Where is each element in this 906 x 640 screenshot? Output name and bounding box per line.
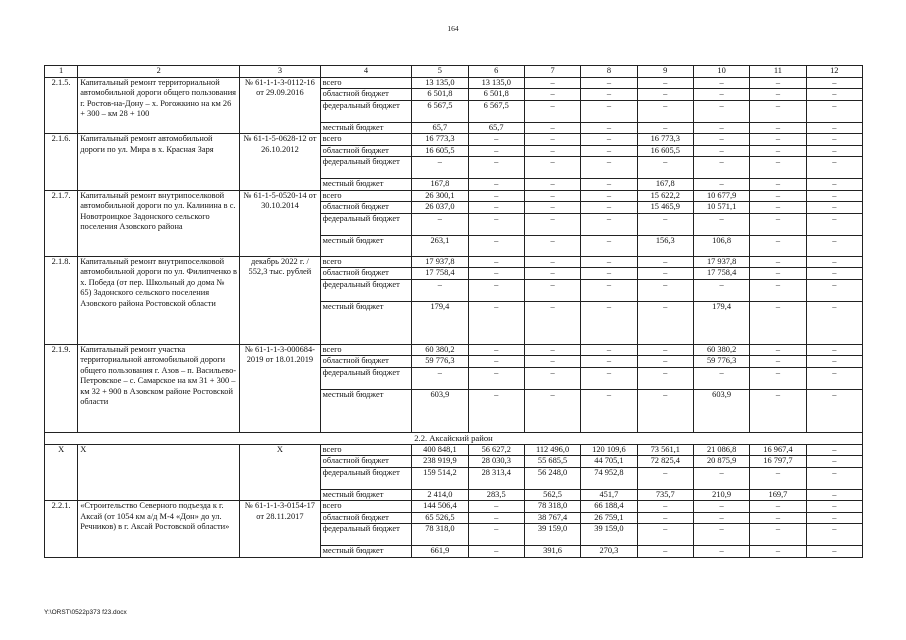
object-name: Капитальный ремонт автомобильной дороги по ул. Мира в х. Красная Заря <box>78 134 240 191</box>
value-cell: – <box>806 546 862 558</box>
value-cell: – <box>581 235 637 256</box>
value-cell: – <box>524 77 580 89</box>
value-cell: – <box>637 256 693 268</box>
value-cell: – <box>468 367 524 389</box>
value-cell: – <box>468 268 524 280</box>
value-cell: – <box>806 279 862 301</box>
value-cell: – <box>637 279 693 301</box>
value-cell: – <box>750 235 806 256</box>
value-cell: – <box>637 389 693 432</box>
value-cell: – <box>806 77 862 89</box>
value-cell: – <box>750 268 806 280</box>
value-cell: – <box>524 100 580 122</box>
value-cell: 10 677,9 <box>693 190 749 202</box>
value-cell: 17 758,4 <box>412 268 468 280</box>
value-cell: – <box>806 179 862 191</box>
value-cell: – <box>806 501 862 513</box>
value-cell: – <box>750 179 806 191</box>
value-cell: – <box>524 256 580 268</box>
value-cell: – <box>806 367 862 389</box>
budget-type-federal: федеральный бюджет <box>320 279 412 301</box>
value-cell: – <box>750 89 806 101</box>
budget-table <box>44 65 863 558</box>
value-cell: – <box>637 301 693 344</box>
value-cell: – <box>524 157 580 179</box>
value-cell: – <box>806 122 862 134</box>
value-cell: – <box>637 122 693 134</box>
value-cell: 16 605,5 <box>412 145 468 157</box>
value-cell: – <box>750 524 806 546</box>
value-cell: – <box>806 157 862 179</box>
value-cell: 16 605,5 <box>637 145 693 157</box>
budget-type-federal: федеральный бюджет <box>320 467 412 489</box>
value-cell: – <box>637 546 693 558</box>
value-cell: – <box>806 134 862 146</box>
value-cell: – <box>637 512 693 524</box>
value-cell: – <box>806 213 862 235</box>
value-cell: 210,9 <box>693 489 749 501</box>
budget-type-local: местный бюджет <box>320 235 412 256</box>
value-cell: 13 135,0 <box>468 77 524 89</box>
column-number-6: 6 <box>468 66 524 78</box>
value-cell: – <box>468 524 524 546</box>
value-cell: – <box>637 213 693 235</box>
value-cell: 661,9 <box>412 546 468 558</box>
value-cell: – <box>806 190 862 202</box>
value-cell: 44 705,1 <box>581 456 637 468</box>
value-cell: 60 380,2 <box>693 344 749 356</box>
value-cell: 735,7 <box>637 489 693 501</box>
value-cell: – <box>412 213 468 235</box>
value-cell: 20 875,9 <box>693 456 749 468</box>
value-cell: – <box>524 134 580 146</box>
value-cell: 65,7 <box>468 122 524 134</box>
budget-type-local: местный бюджет <box>320 179 412 191</box>
value-cell: – <box>750 344 806 356</box>
value-cell: 167,8 <box>637 179 693 191</box>
value-cell: – <box>468 256 524 268</box>
column-number-row <box>45 66 863 78</box>
budget-type-total: всего <box>320 501 412 513</box>
value-cell: – <box>750 134 806 146</box>
column-number-9: 9 <box>637 66 693 78</box>
object-name: «Строительство Северного подъезда к г. Аксай (от 1054 км а/д М-4 «Дон» до ул. Речников) в г. Аксай Ростовской области» <box>78 501 240 558</box>
value-cell: – <box>581 134 637 146</box>
value-cell: 39 159,0 <box>524 524 580 546</box>
column-number-12: 12 <box>806 66 862 78</box>
value-cell: 603,9 <box>693 389 749 432</box>
value-cell: – <box>468 356 524 368</box>
value-cell: 39 159,0 <box>581 524 637 546</box>
column-number-11: 11 <box>750 66 806 78</box>
value-cell: – <box>693 546 749 558</box>
value-cell: 13 135,0 <box>412 77 468 89</box>
value-cell: 6 501,8 <box>468 89 524 101</box>
column-number-7: 7 <box>524 66 580 78</box>
budget-type-federal: федеральный бюджет <box>320 367 412 389</box>
value-cell: – <box>750 356 806 368</box>
document-reference: № 61-1-5-0628-12 от 26.10.2012 <box>240 134 320 191</box>
value-cell: 120 109,6 <box>581 444 637 456</box>
table-row <box>45 256 863 268</box>
value-cell: – <box>693 100 749 122</box>
value-cell: 562,5 <box>524 489 580 501</box>
column-number-2: 2 <box>78 66 240 78</box>
budget-type-total: всего <box>320 77 412 89</box>
value-cell: – <box>806 89 862 101</box>
value-cell: 28 030,3 <box>468 456 524 468</box>
value-cell: 16 773,3 <box>637 134 693 146</box>
value-cell: – <box>750 157 806 179</box>
value-cell: 17 758,4 <box>693 268 749 280</box>
value-cell: – <box>581 268 637 280</box>
value-cell: – <box>468 279 524 301</box>
document-reference: № 61-1-1-3-0154-17 от 28.11.2017 <box>240 501 320 558</box>
budget-type-regional: областной бюджет <box>320 145 412 157</box>
value-cell: 15 622,2 <box>637 190 693 202</box>
value-cell: – <box>468 344 524 356</box>
section-title: 2.2. Аксайский район <box>45 432 863 444</box>
budget-type-local: местный бюджет <box>320 389 412 432</box>
value-cell: – <box>524 235 580 256</box>
object-name: Капитальный ремонт внутрипоселковой автомобильной дороги по ул. Филипченко в х. Победа (от пер. Школьный до дома № 65) Задонского сельского поселения Азовского района Ростовской области <box>78 256 240 344</box>
value-cell: – <box>637 268 693 280</box>
value-cell: 56 248,0 <box>524 467 580 489</box>
row-number: 2.1.5. <box>45 77 78 134</box>
value-cell: 66 188,4 <box>581 501 637 513</box>
table-row <box>45 501 863 513</box>
value-cell: – <box>524 268 580 280</box>
value-cell: 169,7 <box>750 489 806 501</box>
table-row <box>45 344 863 356</box>
value-cell: 17 937,8 <box>412 256 468 268</box>
value-cell: – <box>524 356 580 368</box>
row-number: Х <box>45 444 78 501</box>
value-cell: – <box>637 356 693 368</box>
value-cell: – <box>750 279 806 301</box>
value-cell: – <box>637 344 693 356</box>
value-cell: – <box>524 122 580 134</box>
value-cell: – <box>806 256 862 268</box>
budget-type-total: всего <box>320 256 412 268</box>
value-cell: – <box>693 467 749 489</box>
row-number: 2.1.8. <box>45 256 78 344</box>
budget-type-regional: областной бюджет <box>320 89 412 101</box>
value-cell: – <box>581 202 637 214</box>
value-cell: 78 318,0 <box>524 501 580 513</box>
value-cell: – <box>693 213 749 235</box>
table-row <box>45 190 863 202</box>
value-cell: 59 776,3 <box>412 356 468 368</box>
budget-type-regional: областной бюджет <box>320 456 412 468</box>
budget-type-local: местный бюджет <box>320 546 412 558</box>
value-cell: – <box>581 389 637 432</box>
value-cell: – <box>468 235 524 256</box>
value-cell: – <box>581 279 637 301</box>
value-cell: – <box>806 344 862 356</box>
table-row <box>45 134 863 146</box>
value-cell: – <box>637 89 693 101</box>
budget-type-regional: областной бюджет <box>320 356 412 368</box>
value-cell: 106,8 <box>693 235 749 256</box>
value-cell: – <box>750 501 806 513</box>
value-cell: – <box>581 89 637 101</box>
value-cell: – <box>637 77 693 89</box>
object-name: Капитальный ремонт участка территориальной автомобильной дороги общего пользования г. Азов – п. Васильево-Петровское – с. Самарское на км 31 + 300 – км 32 + 900 в Азовском районе Ростовской области <box>78 344 240 432</box>
section-row <box>45 432 863 444</box>
value-cell: 59 776,3 <box>693 356 749 368</box>
value-cell: 26 759,1 <box>581 512 637 524</box>
value-cell: – <box>468 301 524 344</box>
value-cell: 17 937,8 <box>693 256 749 268</box>
value-cell: 2 414,0 <box>412 489 468 501</box>
column-number-4: 4 <box>320 66 412 78</box>
value-cell: 6 567,5 <box>468 100 524 122</box>
value-cell: – <box>637 367 693 389</box>
value-cell: 16 773,3 <box>412 134 468 146</box>
budget-type-federal: федеральный бюджет <box>320 157 412 179</box>
value-cell: – <box>581 145 637 157</box>
value-cell: 56 627,2 <box>468 444 524 456</box>
value-cell: – <box>524 190 580 202</box>
budget-type-total: всего <box>320 134 412 146</box>
value-cell: 159 514,2 <box>412 467 468 489</box>
value-cell: 10 571,1 <box>693 202 749 214</box>
value-cell: – <box>806 512 862 524</box>
value-cell: – <box>750 122 806 134</box>
value-cell: – <box>693 145 749 157</box>
value-cell: 16 797,7 <box>750 456 806 468</box>
value-cell: – <box>524 344 580 356</box>
value-cell: – <box>806 389 862 432</box>
budget-type-federal: федеральный бюджет <box>320 524 412 546</box>
value-cell: 112 496,0 <box>524 444 580 456</box>
row-number: 2.1.9. <box>45 344 78 432</box>
value-cell: 156,3 <box>637 235 693 256</box>
value-cell: 6 501,8 <box>412 89 468 101</box>
budget-type-local: местный бюджет <box>320 122 412 134</box>
value-cell: – <box>524 145 580 157</box>
value-cell: 283,5 <box>468 489 524 501</box>
value-cell: – <box>806 145 862 157</box>
value-cell: – <box>750 389 806 432</box>
value-cell: 55 685,5 <box>524 456 580 468</box>
value-cell: – <box>750 213 806 235</box>
object-name: Капитальный ремонт территориальной автомобильной дороги общего пользования г. Ростов-на-Дону – х. Рогожкино на км 26 + 300 – км 28 + 100 <box>78 77 240 134</box>
value-cell: – <box>581 356 637 368</box>
value-cell: 179,4 <box>412 301 468 344</box>
value-cell: 65 526,5 <box>412 512 468 524</box>
value-cell: – <box>806 235 862 256</box>
document-reference: Х <box>240 444 320 501</box>
value-cell: – <box>637 524 693 546</box>
value-cell: 26 037,0 <box>412 202 468 214</box>
file-path-footer: Y:\ORST\0522p373 f23.docx <box>44 609 127 616</box>
value-cell: 6 567,5 <box>412 100 468 122</box>
row-number: 2.2.1. <box>45 501 78 558</box>
budget-type-local: местный бюджет <box>320 489 412 501</box>
value-cell: – <box>750 301 806 344</box>
budget-type-local: местный бюджет <box>320 301 412 344</box>
value-cell: – <box>468 213 524 235</box>
value-cell: 26 300,1 <box>412 190 468 202</box>
value-cell: – <box>806 268 862 280</box>
value-cell: 28 313,4 <box>468 467 524 489</box>
value-cell: – <box>581 213 637 235</box>
value-cell: – <box>693 501 749 513</box>
value-cell: – <box>693 367 749 389</box>
value-cell: – <box>468 389 524 432</box>
value-cell: 391,6 <box>524 546 580 558</box>
value-cell: – <box>581 157 637 179</box>
value-cell: – <box>750 145 806 157</box>
value-cell: 270,3 <box>581 546 637 558</box>
value-cell: – <box>693 179 749 191</box>
budget-type-regional: областной бюджет <box>320 268 412 280</box>
value-cell: – <box>581 367 637 389</box>
value-cell: – <box>750 256 806 268</box>
column-number-10: 10 <box>693 66 749 78</box>
value-cell: – <box>581 344 637 356</box>
value-cell: – <box>806 524 862 546</box>
page-number: 164 <box>447 24 459 33</box>
value-cell: – <box>468 190 524 202</box>
value-cell: 65,7 <box>412 122 468 134</box>
value-cell: – <box>806 202 862 214</box>
value-cell: 400 848,1 <box>412 444 468 456</box>
budget-type-federal: федеральный бюджет <box>320 213 412 235</box>
value-cell: 15 465,9 <box>637 202 693 214</box>
value-cell: – <box>468 157 524 179</box>
value-cell: – <box>693 89 749 101</box>
value-cell: – <box>693 512 749 524</box>
value-cell: – <box>806 444 862 456</box>
value-cell: 167,8 <box>412 179 468 191</box>
value-cell: 179,4 <box>693 301 749 344</box>
value-cell: – <box>750 190 806 202</box>
column-number-1: 1 <box>45 66 78 78</box>
value-cell: – <box>524 179 580 191</box>
value-cell: – <box>468 145 524 157</box>
value-cell: – <box>750 467 806 489</box>
value-cell: – <box>637 501 693 513</box>
document-reference: № 61-1-1-3-0112-16 от 29.09.2016 <box>240 77 320 134</box>
value-cell: – <box>468 134 524 146</box>
value-cell: – <box>468 501 524 513</box>
column-number-5: 5 <box>412 66 468 78</box>
value-cell: – <box>637 467 693 489</box>
table-row <box>45 444 863 456</box>
row-number: 2.1.6. <box>45 134 78 191</box>
object-name: Капитальный ремонт внутрипоселковой автомобильной дороги по ул. Калинина в с. Новотроицкое Задонского сельского поселения Азовского района <box>78 190 240 256</box>
budget-type-regional: областной бюджет <box>320 202 412 214</box>
value-cell: – <box>524 213 580 235</box>
value-cell: – <box>581 256 637 268</box>
column-number-3: 3 <box>240 66 320 78</box>
value-cell: 16 967,4 <box>750 444 806 456</box>
value-cell: – <box>750 202 806 214</box>
value-cell: – <box>524 301 580 344</box>
value-cell: – <box>468 512 524 524</box>
value-cell: – <box>581 190 637 202</box>
value-cell: – <box>693 134 749 146</box>
budget-type-total: всего <box>320 344 412 356</box>
budget-type-federal: федеральный бюджет <box>320 100 412 122</box>
value-cell: – <box>693 122 749 134</box>
value-cell: – <box>750 546 806 558</box>
value-cell: – <box>750 77 806 89</box>
value-cell: – <box>468 546 524 558</box>
value-cell: – <box>468 179 524 191</box>
document-reference: № 61-1-5-0520-14 от 30.10.2014 <box>240 190 320 256</box>
value-cell: – <box>581 100 637 122</box>
value-cell: – <box>412 279 468 301</box>
value-cell: – <box>806 467 862 489</box>
value-cell: 38 767,4 <box>524 512 580 524</box>
value-cell: – <box>581 122 637 134</box>
value-cell: – <box>524 202 580 214</box>
value-cell: 73 561,1 <box>637 444 693 456</box>
budget-type-regional: областной бюджет <box>320 512 412 524</box>
value-cell: 74 952,8 <box>581 467 637 489</box>
value-cell: 60 380,2 <box>412 344 468 356</box>
value-cell: 263,1 <box>412 235 468 256</box>
value-cell: – <box>750 512 806 524</box>
value-cell: – <box>468 202 524 214</box>
value-cell: 238 919,9 <box>412 456 468 468</box>
value-cell: 144 506,4 <box>412 501 468 513</box>
value-cell: – <box>693 77 749 89</box>
value-cell: 21 086,8 <box>693 444 749 456</box>
value-cell: – <box>750 100 806 122</box>
budget-type-total: всего <box>320 190 412 202</box>
value-cell: – <box>806 301 862 344</box>
value-cell: – <box>693 524 749 546</box>
value-cell: – <box>693 279 749 301</box>
value-cell: – <box>524 89 580 101</box>
value-cell: – <box>637 100 693 122</box>
value-cell: 603,9 <box>412 389 468 432</box>
table-body <box>45 66 863 558</box>
value-cell: – <box>524 279 580 301</box>
column-number-8: 8 <box>581 66 637 78</box>
value-cell: – <box>524 389 580 432</box>
value-cell: – <box>524 367 580 389</box>
value-cell: – <box>806 489 862 501</box>
value-cell: – <box>581 179 637 191</box>
value-cell: – <box>806 356 862 368</box>
value-cell: 72 825,4 <box>637 456 693 468</box>
value-cell: – <box>581 301 637 344</box>
value-cell: 451,7 <box>581 489 637 501</box>
value-cell: – <box>412 367 468 389</box>
value-cell: – <box>412 157 468 179</box>
value-cell: – <box>806 100 862 122</box>
value-cell: – <box>806 456 862 468</box>
value-cell: – <box>750 367 806 389</box>
value-cell: – <box>581 77 637 89</box>
value-cell: 78 318,0 <box>412 524 468 546</box>
row-number: 2.1.7. <box>45 190 78 256</box>
budget-type-total: всего <box>320 444 412 456</box>
table-row <box>45 77 863 89</box>
document-reference: № 61-1-1-3-000684-2019 от 18.01.2019 <box>240 344 320 432</box>
value-cell: – <box>693 157 749 179</box>
document-reference: декабрь 2022 г. / 552,3 тыс. рублей <box>240 256 320 344</box>
value-cell: – <box>637 157 693 179</box>
object-name: Х <box>78 444 240 501</box>
